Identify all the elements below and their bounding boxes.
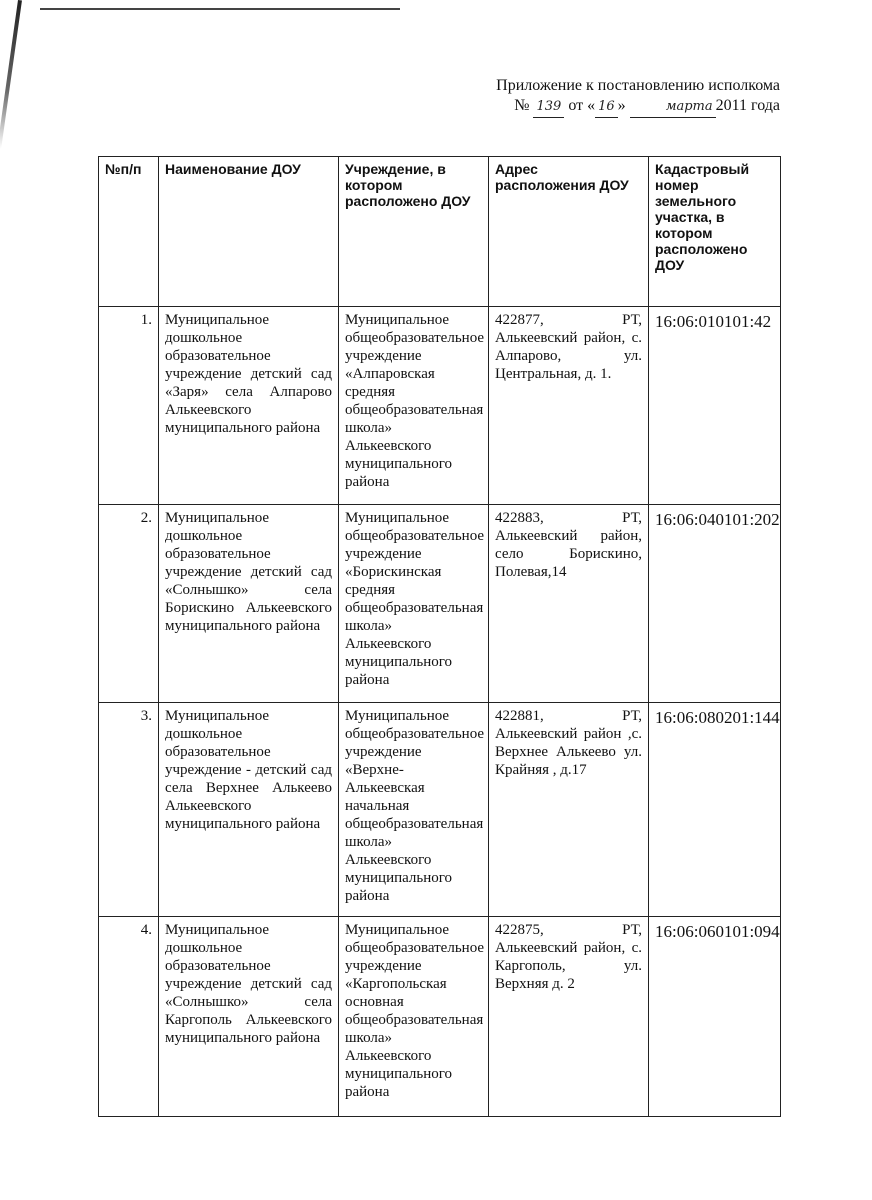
column-header-name: Наименование ДОУ [159,157,339,307]
cadastral-number: 16:06:060101:094 [649,917,781,1117]
cadastral-number: 16:06:010101:42 [649,307,781,505]
date-prefix: от « [568,97,596,114]
table-row [99,703,781,917]
dou-address: 422881, РТ, Алькеевский район ,с. Верхнее Алькеево ул. Крайняя , д.17 [489,703,649,917]
table-row [99,505,781,703]
scan-edge-mark [0,0,22,149]
scan-top-line [40,8,400,10]
appendix-header [496,76,780,118]
date-close-quote: » [617,97,626,114]
dou-address: 422877, РТ, Алькеевский район, с. Алпарово, ул. Центральная, д. 1. [489,307,649,505]
institution-name: Муниципальное общеобразовательное учреждение «Верхне-Алькеевская начальная общеобразовательная школа» Алькеевского муниципального района [339,703,489,917]
table-header-row [99,157,781,307]
resolution-month: марта [630,97,716,118]
cadastral-number: 16:06:080201:144 [649,703,781,917]
row-number: 2. [99,505,159,703]
dou-table [98,156,781,1117]
dou-name: Муниципальное дошкольное образовательное учреждение - детский сад села Верхнее Алькеево Алькеевского муниципального района [159,703,339,917]
resolution-year: 2011 года [715,97,780,114]
row-number: 3. [99,703,159,917]
appendix-title: Приложение к постановлению исполкома [496,77,780,94]
column-header-cadastral: Кадастровый номер земельного участка, в котором расположено ДОУ [649,157,781,307]
row-number: 4. [99,917,159,1117]
dou-name: Муниципальное дошкольное образовательное учреждение детский сад «Заря» села Алпарово Алькеевского муниципального района [159,307,339,505]
institution-name: Муниципальное общеобразовательное учреждение «Каргопольская основная общеобразовательная школа» Алькеевского муниципального района [339,917,489,1117]
dou-name: Муниципальное дошкольное образовательное учреждение детский сад «Солнышко» села Каргополь Алькеевского муниципального района [159,917,339,1117]
column-header-number: №п/п [99,157,159,307]
institution-name: Муниципальное общеобразовательное учреждение «Борискинская средняя общеобразовательная школа» Алькеевского муниципального района [339,505,489,703]
resolution-number-line [496,96,780,118]
column-header-address: Адрес расположения ДОУ [489,157,649,307]
resolution-number: 139 [533,97,564,118]
dou-address: 422875, РТ, Алькеевский район, с. Каргополь, ул. Верхняя д. 2 [489,917,649,1117]
row-number: 1. [99,307,159,505]
column-header-institution: Учреждение, в котором расположено ДОУ [339,157,489,307]
resolution-day: 16 [595,97,618,118]
table-row [99,917,781,1117]
cadastral-number: 16:06:040101:202 [649,505,781,703]
dou-address: 422883, РТ, Алькеевский район, село Борискино, Полевая,14 [489,505,649,703]
dou-name: Муниципальное дошкольное образовательное учреждение детский сад «Солнышко» села Борискино Алькеевского муниципального района [159,505,339,703]
table-row [99,307,781,505]
number-prefix: № [514,97,530,114]
institution-name: Муниципальное общеобразовательное учреждение «Алпаровская средняя общеобразовательная школа» Алькеевского муниципального района [339,307,489,505]
